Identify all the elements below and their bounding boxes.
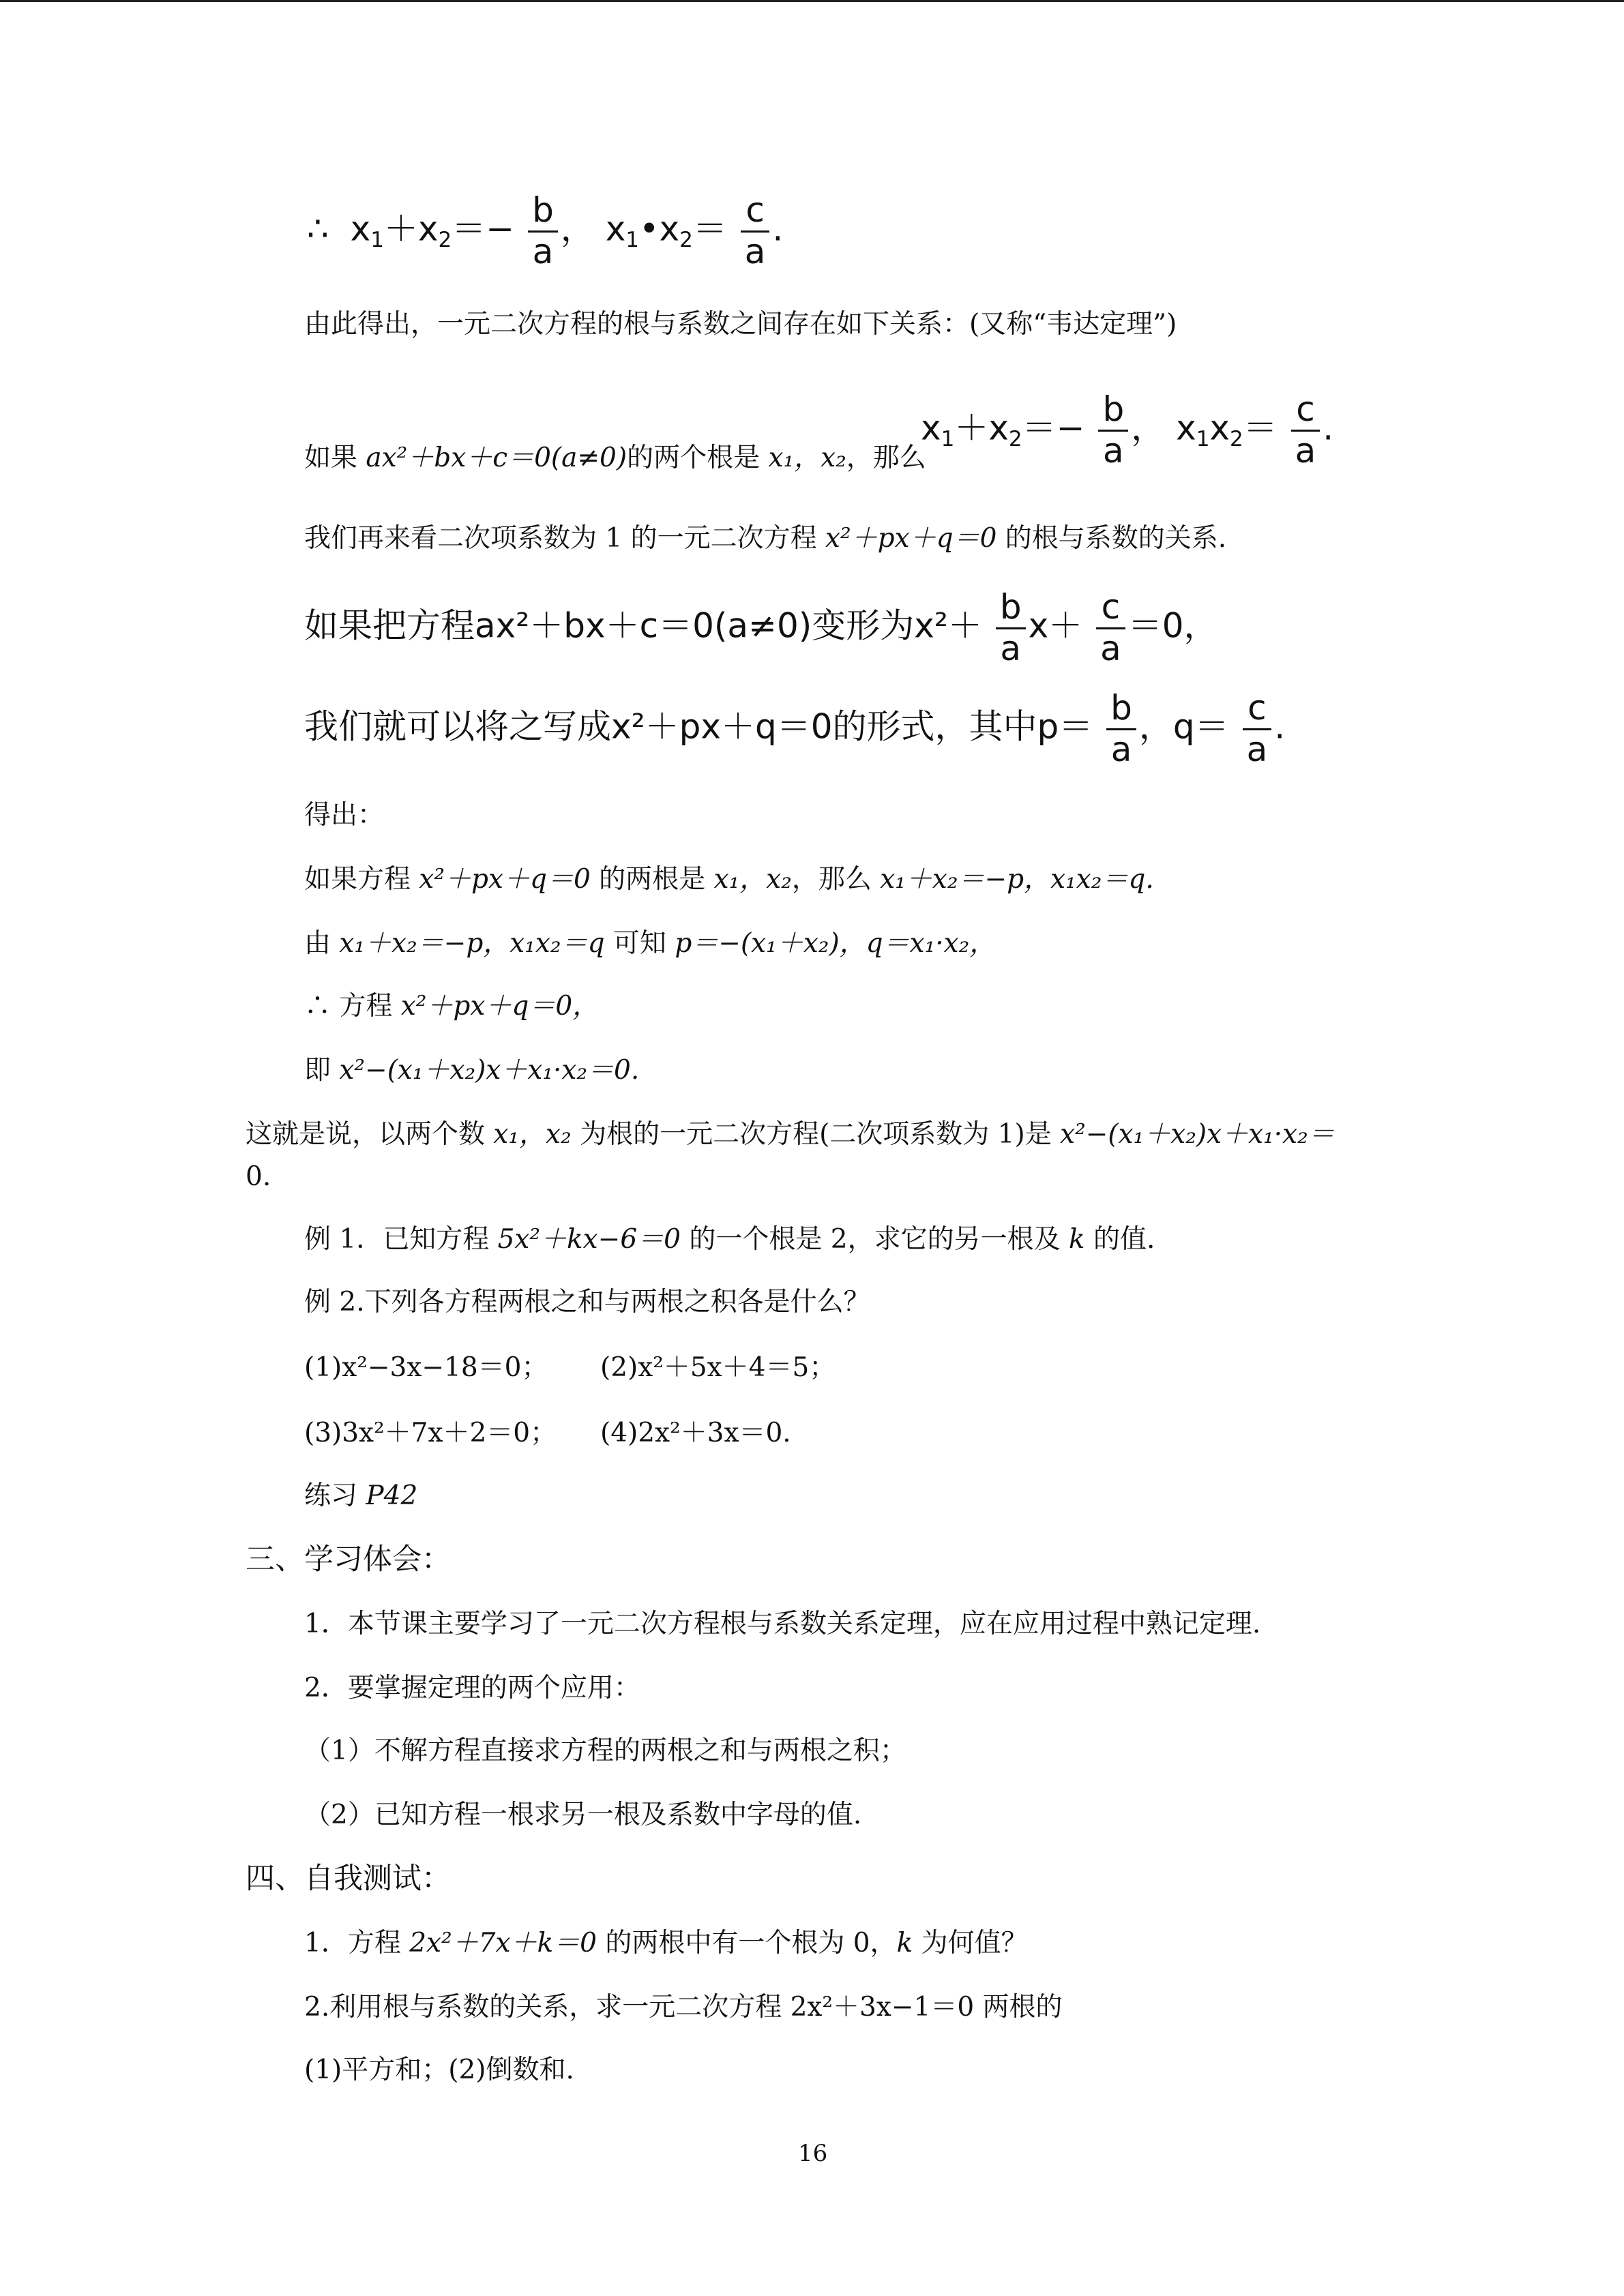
example-1: 例 1．已知方程 5x²＋kx−6＝0 的一个根是 2，求它的另一根及 k 的值. [304,1224,1155,1255]
formula-vieta: $x_1+x_2=-$ $\frac{b}{a}$ ， $x_1x_2=$ $\frac{c}{a}$ . [921,389,1334,471]
that-is-line: 这就是说，以两个数 x₁，x₂ 为根的一元二次方程(二次项系数为 1)是 x²−(x₁＋x₂)x＋x₁·x₂＝ [246,1119,1335,1150]
equation-1: (1)x²−3x−18＝0； [304,1352,548,1383]
get-line: 得出： [304,800,385,831]
if-roots-line: 如果 ax²＋bx＋c＝0(a≠0)的两个根是 x₁，x₂，那么 [304,443,926,473]
test-1: 1．方程 2x²＋7x＋k＝0 的两根中有一个根为 0，k 为何值？ [304,1928,1028,1958]
section-3-heading: 三、学习体会： [246,1542,451,1577]
test-2: 2.利用根与系数的关系，求一元二次方程 2x²＋3x−1＝0 两根的 [304,1992,1063,2023]
transform-line: 如果把方程ax²＋bx＋c＝0(a≠0)变形为x²＋ $\frac{b}{a}$ x＋ $\frac{c}{a}$ ＝0， [304,587,1218,668]
formula-sum-product: ∴ $x_1+x_2=-$ $\frac{b}{a}$ ， $x_1•x_2=$ $\frac{c}{a}$ . [307,190,784,271]
test-2-parts: (1)平方和；(2)倒数和. [304,2055,574,2085]
equation-3: (3)3x²＋7x＋2＝0； [304,1418,557,1448]
top-border [0,0,1624,2]
example-2: 例 2.下列各方程两根之和与两根之积各是什么？ [304,1287,870,1317]
page-number: 16 [798,2140,828,2167]
therefore-eq-line: ∴ 方程 x²＋px＋q＝0， [304,991,600,1022]
s3-item-2: 2．要掌握定理的两个应用： [304,1673,640,1703]
equation-2: (2)x²＋5x＋4＝5； [600,1352,836,1383]
s3-item-4: （2）已知方程一根求另一根及系数中字母的值. [304,1800,862,1830]
write-as-line: 我们就可以将之写成x²＋px＋q＝0的形式，其中p＝ $\frac{b}{a}$ ，q＝ $\frac{c}{a}$ . [304,688,1286,769]
ie-line: 即 x²−(x₁＋x₂)x＋x₁·x₂＝0. [304,1055,640,1086]
s3-item-1: 1．本节课主要学习了一元二次方程根与系数关系定理，应在应用过程中熟记定理. [304,1609,1261,1639]
practice-line: 练习 P42 [304,1480,418,1511]
from-line: 由 x₁＋x₂＝−p，x₁x₂＝q 可知 p＝−(x₁＋x₂)，q＝x₁·x₂， [304,928,996,959]
if-pq-line: 如果方程 x²＋px＋q＝0 的两根是 x₁，x₂，那么 x₁＋x₂＝−p，x₁x₂＝q. [304,864,1154,895]
section-4-heading: 四、自我测试： [246,1862,451,1896]
that-is-cont: 0. [246,1161,271,1192]
look-line: 我们再来看二次项系数为 1 的一元二次方程 x²＋px＋q＝0 的根与系数的关系. [304,523,1227,554]
equation-4: (4)2x²＋3x＝0. [600,1418,791,1448]
s3-item-3: （1）不解方程直接求方程的两根之和与两根之积； [304,1735,906,1766]
derive-line: 由此得出，一元二次方程的根与系数之间存在如下关系：(又称“韦达定理”) [304,309,1177,340]
fraction-c-over-a: $\frac{c}{a}$ [741,191,770,271]
fraction-b-over-a: $\frac{b}{a}$ [528,191,558,271]
